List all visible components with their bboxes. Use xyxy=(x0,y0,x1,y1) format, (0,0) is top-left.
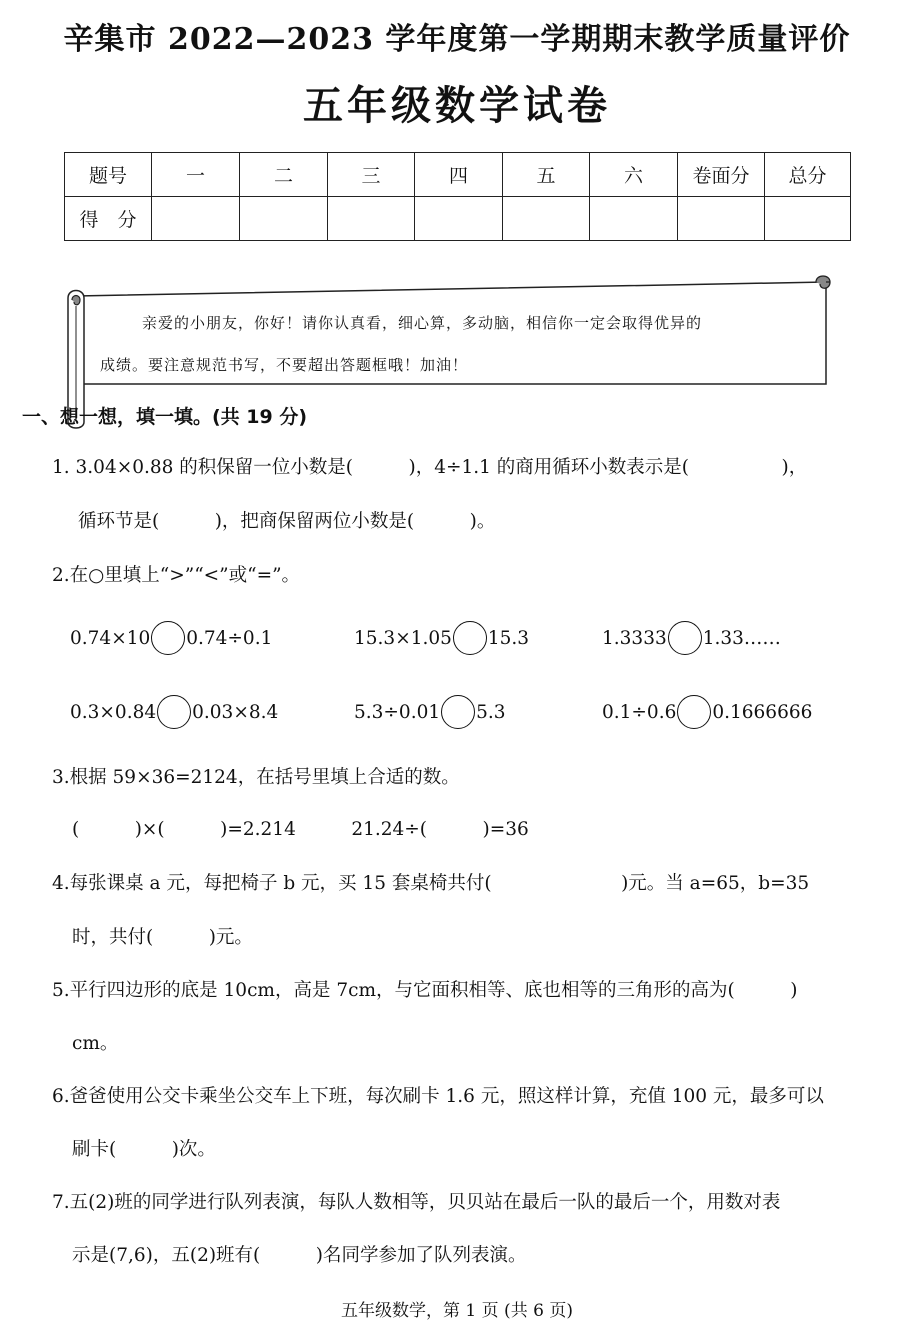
notice-line-1: 亲爱的小朋友，你好！请你认真看，细心算，多动脑，相信你一定会取得优异的 xyxy=(142,314,703,332)
comparison-right: 15.3 xyxy=(487,627,530,649)
score-header-cell: 五 xyxy=(503,153,590,197)
comparison-right: 1.33…… xyxy=(702,627,781,649)
score-cell[interactable] xyxy=(590,197,678,241)
question-1-line-2: 循环节是( )，把商保留两位小数是( )。 xyxy=(78,511,496,532)
exam-title: 辛集市 2022—2023 学年度第一学期期末教学质量评价 xyxy=(63,22,851,57)
question-7-line-1: 7.五(2)班的同学进行队列表演，每队人数相等，贝贝站在最后一队的最后一个，用数对表 xyxy=(52,1192,781,1213)
answer-circle[interactable] xyxy=(441,695,475,729)
comparison-left: 15.3×1.05 xyxy=(354,627,452,649)
comparison-item xyxy=(602,621,781,655)
score-cell[interactable] xyxy=(415,197,503,241)
score-table xyxy=(64,152,851,241)
page-footer: 五年级数学，第 1 页 (共 6 页) xyxy=(341,1301,573,1321)
question-4-line-1: 4.每张课桌 a 元，每把椅子 b 元，买 15 套桌椅共付( )元。当 a=65，b=35 xyxy=(52,873,810,894)
section-1-title: 一、想一想，填一填。(共 19 分) xyxy=(22,406,308,428)
score-header-cell: 四 xyxy=(415,153,503,197)
comparison-left: 5.3÷0.01 xyxy=(354,701,441,723)
answer-circle[interactable] xyxy=(453,621,487,655)
comparison-right: 0.1666666 xyxy=(712,701,813,723)
score-row-label: 得 分 xyxy=(65,197,152,241)
answer-circle[interactable] xyxy=(157,695,191,729)
score-cell[interactable] xyxy=(765,197,851,241)
score-header-cell: 题号 xyxy=(65,153,152,197)
score-cell[interactable] xyxy=(328,197,415,241)
comparison-item xyxy=(70,695,278,729)
comparison-right: 0.74÷0.1 xyxy=(186,627,273,649)
question-5-line-1: 5.平行四边形的底是 10cm，高是 7cm，与它面积相等、底也相等的三角形的高为( ) xyxy=(52,980,798,1001)
question-4-line-2: 时，共付( )元。 xyxy=(72,927,253,948)
comparison-item xyxy=(602,695,812,729)
question-7-line-2: 示是(7,6)，五(2)班有( )名同学参加了队列表演。 xyxy=(72,1245,527,1266)
score-header-cell: 二 xyxy=(240,153,328,197)
score-cell[interactable] xyxy=(152,197,240,241)
score-cell[interactable] xyxy=(503,197,590,241)
score-header-cell: 三 xyxy=(328,153,415,197)
question-6-line-2: 刷卡( )次。 xyxy=(72,1139,216,1160)
exam-subtitle: 五年级数学试卷 xyxy=(303,82,611,129)
score-cell[interactable] xyxy=(678,197,765,241)
score-table-header-row xyxy=(65,153,851,197)
score-cell[interactable] xyxy=(240,197,328,241)
score-header-cell: 卷面分 xyxy=(678,153,765,197)
comparison-left: 0.3×0.84 xyxy=(70,701,157,723)
comparison-item xyxy=(354,621,529,655)
notice-line-2: 成绩。要注意规范书写，不要超出答题框哦！加油！ xyxy=(100,356,469,374)
comparison-item xyxy=(70,621,272,655)
comparison-left: 0.1÷0.6 xyxy=(602,701,677,723)
question-3-line: ( )×( )=2.214 21.24÷( )=36 xyxy=(72,819,529,840)
answer-circle[interactable] xyxy=(668,621,702,655)
question-1-line-1: 1. 3.04×0.88 的积保留一位小数是( )，4÷1.1 的商用循环小数表示是( )， xyxy=(52,457,808,478)
question-6-line-1: 6.爸爸使用公交卡乘坐公交车上下班，每次刷卡 1.6 元，照这样计算，充值 100 元，最多可以 xyxy=(52,1086,824,1107)
answer-circle[interactable] xyxy=(151,621,185,655)
comparison-right: 5.3 xyxy=(476,701,506,723)
answer-circle[interactable] xyxy=(677,695,711,729)
comparison-left: 0.74×10 xyxy=(70,627,151,649)
question-3-title: 3.根据 59×36=2124，在括号里填上合适的数。 xyxy=(52,767,460,788)
comparison-left: 1.3333 xyxy=(602,627,667,649)
score-header-cell: 总分 xyxy=(765,153,851,197)
question-5-line-2: cm。 xyxy=(72,1033,119,1054)
question-2-title: 2.在○里填上“>”“<”或“=”。 xyxy=(52,565,301,586)
comparison-right: 0.03×8.4 xyxy=(192,701,279,723)
comparison-item xyxy=(354,695,506,729)
score-table-score-row xyxy=(65,197,851,241)
score-header-cell: 六 xyxy=(590,153,678,197)
score-header-cell: 一 xyxy=(152,153,240,197)
